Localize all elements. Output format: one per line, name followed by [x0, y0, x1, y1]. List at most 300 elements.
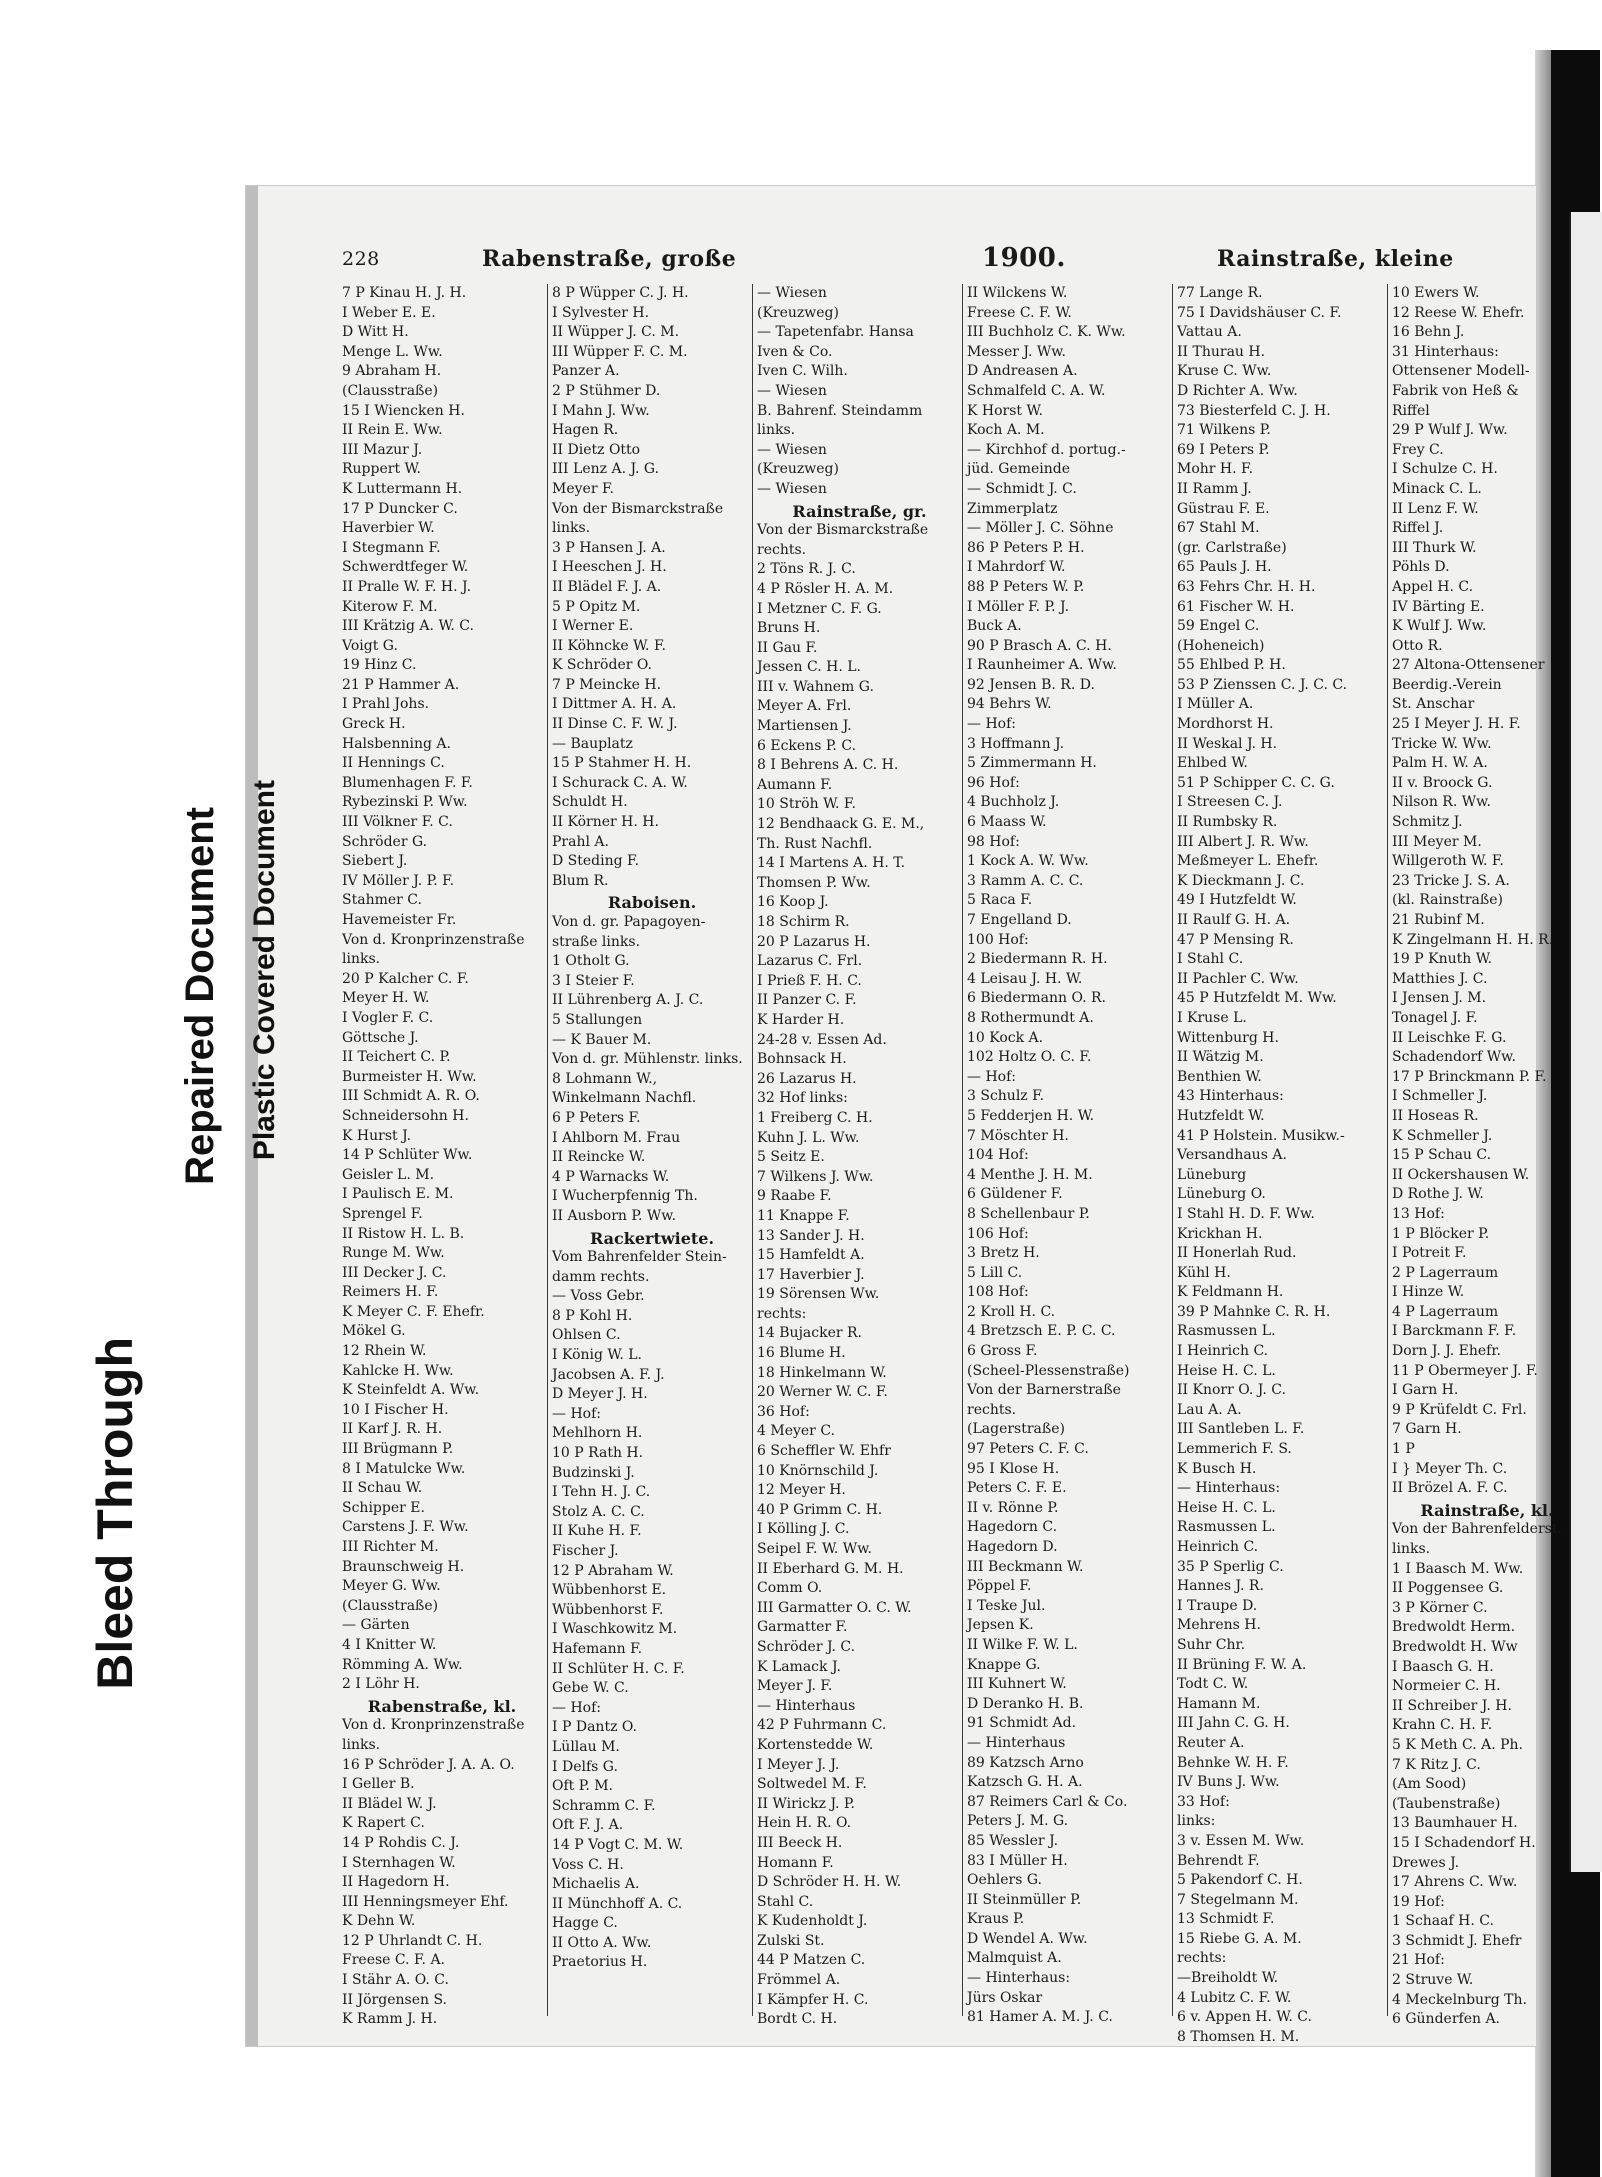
- right-street-title: Rainstraße, kleine: [1217, 246, 1454, 272]
- directory-entry: 3 Schmidt J. Ehefr: [1392, 1932, 1522, 1949]
- directory-entry: Kuhn J. L. Ww.: [757, 1129, 860, 1146]
- directory-entry: 6 Güldener F.: [967, 1186, 1063, 1203]
- directory-entry: 7 Garn H.: [1392, 1421, 1462, 1438]
- directory-entry: I Stegmann F.: [342, 539, 441, 556]
- directory-entry: 1 Schaaf H. C.: [1392, 1913, 1494, 1930]
- directory-entry: II Lührenberg A. J. C.: [552, 992, 704, 1009]
- directory-entry: II Weskal J. H.: [1177, 735, 1278, 752]
- directory-entry: Von der Barnerstraße: [967, 1382, 1121, 1399]
- directory-entry: II Schau W.: [342, 1480, 423, 1497]
- directory-entry: 5 Seitz E.: [757, 1149, 825, 1166]
- archive-labels: [80, 665, 280, 1705]
- directory-entry: K Kudenholdt J.: [757, 1913, 868, 1930]
- directory-entry: 2 Töns R. J. C.: [757, 561, 856, 578]
- directory-entry: rechts:: [1177, 1950, 1227, 1967]
- directory-entry: 5 Stallungen: [552, 1011, 643, 1028]
- directory-entry: Jepsen K.: [967, 1617, 1034, 1634]
- directory-entry: 6 Maass W.: [967, 814, 1047, 831]
- street-heading: Rackertwiete.: [589, 1228, 715, 1248]
- directory-entry: 7 Möschter H.: [967, 1127, 1069, 1144]
- directory-entry: Ehlbed W.: [1177, 755, 1248, 772]
- directory-entry: 18 Hinkelmann W.: [757, 1364, 887, 1381]
- directory-entry: Palm H. W. A.: [1392, 755, 1488, 772]
- directory-entry: III Albert J. R. Ww.: [1177, 833, 1309, 850]
- directory-entry: Dorn J. J. Ehefr.: [1392, 1343, 1501, 1360]
- directory-entry: 71 Wilkens P.: [1177, 422, 1271, 439]
- directory-entry: Gebe W. C.: [552, 1680, 629, 1697]
- directory-entry: Ottensener Modell-: [1392, 363, 1530, 380]
- directory-entry: 51 P Schipper C. C. G.: [1177, 774, 1335, 791]
- directory-entry: 100 Hof:: [967, 931, 1029, 948]
- directory-entry: 7 Stegelmann M.: [1177, 1891, 1299, 1908]
- directory-entry: II Hennings C.: [342, 755, 445, 772]
- directory-entry: 73 Biesterfeld C. J. H.: [1177, 402, 1331, 419]
- directory-entry: 47 P Mensing R.: [1177, 931, 1294, 948]
- directory-entry: — Hinterhaus: [967, 1734, 1066, 1751]
- directory-entry: 8 Schellenbaur P.: [967, 1205, 1090, 1222]
- directory-entry: 6 P Peters F.: [552, 1109, 641, 1126]
- directory-entry: Heinrich C.: [1177, 1539, 1259, 1555]
- directory-entry: — Hof:: [552, 1405, 601, 1422]
- directory-entry: rechts.: [757, 541, 807, 558]
- directory-entry: links.: [757, 422, 796, 439]
- directory-entry: K Ramm J. H.: [342, 2011, 438, 2028]
- directory-entry: I Jensen J. M.: [1392, 990, 1487, 1007]
- directory-entry: 75 I Davidshäuser C. F.: [1177, 304, 1342, 321]
- directory-entry: Halsbenning A.: [342, 735, 451, 752]
- directory-entry: Sprengel F.: [342, 1205, 423, 1222]
- directory-entry: 15 P Schau C.: [1392, 1147, 1492, 1164]
- directory-entry: Behrendt F.: [1177, 1852, 1260, 1869]
- directory-entry: 6 Biedermann O. R.: [967, 990, 1107, 1007]
- directory-entry: 83 I Müller H.: [967, 1852, 1068, 1869]
- directory-entry: I Metzner C. F. G.: [757, 600, 882, 617]
- directory-entry: II Münchhoff A. C.: [552, 1895, 683, 1912]
- directory-entry: Seipel F. W. Ww.: [757, 1541, 872, 1557]
- directory-entry: K Steinfeldt A. Ww.: [342, 1382, 480, 1399]
- directory-entry: I Müller A.: [1177, 696, 1254, 713]
- directory-entry: 9 Abraham H.: [342, 363, 442, 380]
- directory-entry: 12 Reese W. Ehefr.: [1392, 304, 1525, 321]
- directory-entry: Praetorius H.: [552, 1954, 648, 1971]
- directory-entry: Bredwoldt H. Ww: [1392, 1638, 1518, 1655]
- directory-entry: links.: [342, 1736, 381, 1753]
- directory-entry: III v. Wahnem G.: [757, 678, 874, 695]
- directory-entry: 13 Sander J. H.: [757, 1227, 865, 1244]
- directory-entry: K Horst W.: [967, 402, 1043, 419]
- directory-entry: II Wirickz J. P.: [757, 1795, 855, 1812]
- directory-entry: IV Bärting E.: [1392, 598, 1485, 615]
- directory-entry: Bruns H.: [757, 620, 821, 637]
- directory-entry: Meyer J. F.: [757, 1678, 833, 1695]
- directory-entry: 94 Behrs W.: [967, 696, 1052, 713]
- directory-entry: I Wucherpfennig Th.: [552, 1188, 698, 1205]
- directory-entry: — Hinterhaus:: [1177, 1480, 1281, 1497]
- directory-entry: I Meyer J. J.: [757, 1756, 840, 1773]
- directory-entry: 23 Tricke J. S. A.: [1392, 872, 1510, 889]
- repaired-document-text: Repaired Document: [177, 807, 222, 1185]
- directory-entry: 21 Hof:: [1392, 1952, 1445, 1969]
- directory-entry: II Reincke W.: [552, 1149, 646, 1166]
- directory-entry: Reuter A.: [1177, 1734, 1245, 1751]
- directory-entry: Runge M. Ww.: [342, 1245, 445, 1262]
- directory-entry: — Gärten: [342, 1617, 410, 1634]
- directory-entry: Panzer A.: [552, 363, 620, 380]
- directory-entry: D Steding F.: [552, 853, 640, 870]
- directory-entry: 10 Knörnschild J.: [757, 1462, 879, 1479]
- directory-entry: 1 Freiberg C. H.: [757, 1109, 873, 1126]
- repaired-document-label: [170, 665, 230, 1185]
- directory-entry: Kühl H.: [1177, 1264, 1231, 1281]
- directory-entry: 4 Bretzsch E. P. C. C.: [967, 1323, 1116, 1340]
- directory-entry: — Bauplatz: [552, 735, 633, 752]
- directory-entry: Minack C. L.: [1392, 480, 1482, 497]
- directory-entry: III Henningsmeyer Ehf.: [342, 1893, 509, 1910]
- directory-entry: 97 Peters C. F. C.: [967, 1441, 1089, 1458]
- directory-entry: Haverbier W.: [342, 520, 435, 537]
- directory-entry: 16 Behn J.: [1392, 324, 1465, 341]
- directory-entry: Schwerdtfeger W.: [342, 559, 469, 576]
- directory-entry: Normeier C. H.: [1392, 1678, 1501, 1695]
- plastic-covered-text: Plastic Covered Document: [248, 779, 281, 1160]
- directory-entry: 2 Kroll H. C.: [967, 1303, 1056, 1320]
- directory-entry: 67 Stahl M.: [1177, 520, 1260, 537]
- directory-entry: — Hof:: [967, 716, 1016, 733]
- directory-entry: Suhr Chr.: [1177, 1636, 1246, 1653]
- directory-entry: 3 P Hansen J. A.: [552, 539, 666, 556]
- directory-entry: II v. Rönne P.: [967, 1499, 1059, 1516]
- directory-entry: — Schmidt J. C.: [967, 480, 1077, 497]
- directory-entry: 13 Hof:: [1392, 1205, 1445, 1222]
- directory-entry: Meyer F.: [552, 480, 614, 497]
- directory-entry: I Traupe D.: [1177, 1597, 1258, 1614]
- directory-entry: Voigt G.: [342, 637, 398, 654]
- directory-entry: 2 Struve W.: [1392, 1972, 1474, 1989]
- directory-entry: Buck A.: [967, 618, 1022, 635]
- directory-entry: I Kruse L.: [1177, 1009, 1247, 1026]
- directory-entry: 69 I Peters P.: [1177, 441, 1270, 458]
- directory-entry: B. Bahrenf. Steindamm: [757, 402, 923, 419]
- directory-entry: Schröder J. C.: [757, 1638, 856, 1655]
- directory-entry: Schuldt H.: [552, 794, 628, 811]
- directory-entry: 89 Katzsch Arno: [967, 1754, 1084, 1771]
- directory-entry: III Buchholz C. K. Ww.: [967, 324, 1126, 341]
- directory-entry: 9 Raabe F.: [757, 1188, 832, 1205]
- directory-entry: 14 P Schlüter Ww.: [342, 1147, 473, 1164]
- directory-entry: 49 I Hutzfeldt W.: [1177, 892, 1297, 909]
- directory-entry: Martiensen J.: [757, 718, 852, 735]
- directory-entry: Tonagel J. F.: [1392, 1009, 1478, 1026]
- directory-entry: Ruppert W.: [342, 461, 421, 478]
- directory-entry: IV Buns J. Ww.: [1177, 1774, 1280, 1791]
- directory-entry: Braunschweig H.: [342, 1558, 465, 1575]
- directory-entry: 36 Hof:: [757, 1403, 810, 1420]
- directory-entry: 29 P Wulf J. Ww.: [1392, 422, 1508, 439]
- directory-entry: Meyer G. Ww.: [342, 1578, 441, 1595]
- directory-entry: III Beeck H.: [757, 1834, 843, 1851]
- directory-entry: K Hurst J.: [342, 1127, 412, 1144]
- directory-entry: 20 Werner W. C. F.: [757, 1384, 888, 1401]
- directory-entry: 1 I Baasch M. Ww.: [1392, 1560, 1524, 1577]
- directory-entry: 44 P Matzen C.: [757, 1952, 866, 1969]
- directory-entry: Frey C.: [1392, 441, 1444, 458]
- directory-column-4: [962, 284, 1172, 2026]
- directory-entry: I Prahl Johs.: [342, 696, 430, 713]
- directory-entry: 1 Kock A. W. Ww.: [967, 853, 1089, 870]
- directory-entry: Stolz A. C. C.: [552, 1503, 645, 1520]
- directory-entry: —Breiholdt W.: [1177, 1970, 1279, 1987]
- street-heading: Rabenstraße, kl.: [367, 1696, 517, 1716]
- directory-entry: 35 P Sperlig C.: [1177, 1558, 1284, 1575]
- directory-entry: — Voss Gebr.: [552, 1288, 645, 1305]
- directory-entry: 3 Schulz F.: [967, 1088, 1045, 1105]
- directory-entry: Iven & Co.: [757, 343, 833, 360]
- directory-entry: Matthies J. C.: [1392, 970, 1488, 987]
- directory-entry: Carstens J. F. Ww.: [342, 1519, 469, 1536]
- directory-column-3: [752, 284, 962, 2028]
- directory-entry: 85 Wessler J.: [967, 1832, 1059, 1849]
- directory-entry: II v. Broock G.: [1392, 774, 1493, 791]
- directory-entry: Koch A. M.: [967, 422, 1045, 439]
- directory-entry: K Schröder O.: [552, 657, 652, 674]
- directory-entry: 4 P Warnacks W.: [552, 1168, 670, 1185]
- directory-entry: Mordhorst H.: [1177, 716, 1274, 733]
- directory-entry: Römming A. Ww.: [342, 1656, 463, 1673]
- directory-entry: II Jörgensen S.: [342, 1991, 447, 2008]
- directory-entry: (Taubenstraße): [1392, 1795, 1501, 1812]
- directory-entry: 2 P Stühmer D.: [552, 382, 661, 399]
- directory-entry: rechts.: [967, 1401, 1017, 1418]
- directory-entry: III Wüpper F. C. M.: [552, 343, 688, 360]
- directory-entry: 63 Fehrs Chr. H. H.: [1177, 578, 1316, 595]
- directory-entry: 4 Menthe J. H. M.: [967, 1166, 1093, 1183]
- directory-entry: 4 P Rösler H. A. M.: [757, 580, 894, 597]
- directory-entry: (Kreuzweg): [757, 304, 839, 321]
- directory-entry: Riffel: [1392, 402, 1430, 419]
- directory-entry: 10 I Fischer H.: [342, 1401, 449, 1418]
- directory-entry: III Mazur J.: [342, 441, 423, 458]
- directory-entry: 81 Hamer A. M. J. C.: [967, 2009, 1113, 2026]
- directory-entry: links.: [1392, 1541, 1431, 1557]
- directory-entry: I } Meyer Th. C.: [1392, 1460, 1508, 1477]
- directory-entry: I Waschkowitz M.: [552, 1621, 678, 1638]
- directory-entry: Katzsch G. H. A.: [967, 1774, 1083, 1791]
- directory-entry: D Schröder H. H. W.: [757, 1874, 902, 1891]
- directory-entry: I König W. L.: [552, 1347, 642, 1364]
- directory-entry: Meßmeyer L. Ehefr.: [1177, 853, 1319, 870]
- directory-entry: Hamann M.: [1177, 1695, 1261, 1712]
- directory-entry: Von d. gr. Mühlenstr. links.: [552, 1051, 743, 1068]
- directory-entry: I Paulisch E. M.: [342, 1186, 454, 1203]
- directory-entry: 40 P Grimm C. H.: [757, 1501, 883, 1518]
- directory-entry: (Clausstraße): [342, 1597, 439, 1614]
- directory-entry: 15 I Wiencken H.: [342, 402, 465, 419]
- directory-entry: 12 P Uhrlandt C. H.: [342, 1932, 483, 1949]
- directory-entry: 15 Riebe G. A. M.: [1177, 1930, 1302, 1947]
- directory-column-5: [1172, 284, 1387, 2045]
- directory-entry: 15 P Stahmer H. H.: [552, 755, 692, 772]
- directory-entry: II Ramm J.: [1177, 480, 1252, 497]
- directory-entry: Von d. gr. Papagoyen-: [552, 914, 706, 930]
- directory-entry: 16 Koop J.: [757, 894, 829, 911]
- directory-entry: III Garmatter O. C. W.: [757, 1599, 912, 1616]
- directory-entry: II Pachler C. Ww.: [1177, 970, 1299, 987]
- directory-entry: II Ausborn P. Ww.: [552, 1207, 677, 1224]
- directory-entry: 8 I Behrens A. C. H.: [757, 757, 899, 774]
- directory-entry: 98 Hof:: [967, 833, 1020, 850]
- directory-entry: 17 Haverbier J.: [757, 1266, 865, 1283]
- directory-entry: II Brüning F. W. A.: [1177, 1656, 1307, 1673]
- directory-entry: — Wiesen: [757, 285, 827, 301]
- directory-entry: I Ahlborn M. Frau: [552, 1129, 681, 1146]
- directory-entry: 3 Bretz H.: [967, 1245, 1040, 1262]
- directory-entry: I Schulze C. H.: [1392, 461, 1498, 478]
- directory-entry: 7 P Meincke H.: [552, 676, 662, 693]
- directory-entry: II Ristow H. L. B.: [342, 1225, 465, 1242]
- directory-entry: Mökel G.: [342, 1323, 406, 1340]
- directory-entry: 19 Hof:: [1392, 1893, 1445, 1910]
- directory-entry: Nilson R. Ww.: [1392, 794, 1491, 811]
- directory-entry: links.: [552, 520, 591, 537]
- directory-entry: Frömmel A.: [757, 1972, 841, 1989]
- directory-entry: 8 Thomsen H. M.: [1177, 2028, 1300, 2045]
- directory-entry: (Scheel-Plessenstraße): [967, 1362, 1130, 1379]
- directory-entry: 10 Kock A.: [967, 1029, 1044, 1046]
- directory-entry: 9 P Krüfeldt C. Frl.: [1392, 1401, 1527, 1418]
- directory-entry: Heise H. C. L.: [1177, 1499, 1276, 1516]
- directory-entry: Schmalfeld C. A. W.: [967, 382, 1106, 399]
- directory-entry: (gr. Carlstraße): [1177, 539, 1287, 556]
- directory-entry: I Stahl C.: [1177, 951, 1244, 968]
- directory-entry: 5 P Opitz M.: [552, 598, 641, 615]
- directory-entry: I Sternhagen W.: [342, 1854, 456, 1871]
- page-number: 228: [342, 248, 380, 270]
- directory-entry: II Pralle W. F. H. J.: [342, 578, 472, 595]
- directory-entry: II Wätzig M.: [1177, 1049, 1264, 1066]
- directory-entry: 3 P Körner C.: [1392, 1599, 1488, 1616]
- directory-entry: Schneidersohn H.: [342, 1107, 469, 1124]
- directory-entry: IV Möller J. P. F.: [342, 872, 455, 889]
- directory-entry: 19 P Knuth W.: [1392, 951, 1493, 968]
- directory-entry: III Lenz A. J. G.: [552, 461, 660, 478]
- directory-page: [246, 186, 1562, 2046]
- directory-entry: Winkelmann Nachfl.: [552, 1090, 697, 1107]
- directory-entry: Drewes J.: [1392, 1854, 1460, 1871]
- directory-entry: 7 K Ritz J. C.: [1392, 1756, 1481, 1773]
- directory-entry: 55 Ehlbed P. H.: [1177, 657, 1286, 674]
- directory-entry: 4 I Knitter W.: [342, 1636, 437, 1653]
- directory-entry: straße links.: [552, 933, 641, 950]
- directory-column-2: [547, 284, 752, 2016]
- directory-entry: 8 Lohmann W.,: [552, 1070, 658, 1087]
- directory-entry: I Prieß F. H. C.: [757, 972, 862, 989]
- directory-entry: I Kämpfer H. C.: [757, 1991, 869, 2008]
- directory-entry: Fabrik von Heß &: [1392, 382, 1519, 399]
- directory-entry: 53 P Zienssen C. J. C. C.: [1177, 676, 1348, 693]
- directory-entry: 42 P Fuhrmann C.: [757, 1717, 887, 1734]
- directory-entry: 27 Altona-Ottensener: [1392, 657, 1545, 674]
- directory-entry: Lau A. A.: [1177, 1401, 1242, 1418]
- directory-entry: 5 Lill C.: [967, 1264, 1023, 1281]
- directory-entry: Krahn C. H. F.: [1392, 1717, 1493, 1734]
- directory-entry: Kruse C. Ww.: [1177, 363, 1272, 380]
- directory-entry: 26 Lazarus H.: [757, 1070, 857, 1087]
- directory-entry: 10 Ewers W.: [1392, 285, 1480, 301]
- directory-entry: Kortenstedde W.: [757, 1736, 874, 1753]
- directory-entry: II Raulf G. H. A.: [1177, 912, 1291, 928]
- directory-entry: 11 P Obermeyer J. F.: [1392, 1362, 1538, 1379]
- directory-entry: 25 I Meyer J. H. F.: [1392, 716, 1521, 733]
- directory-entry: I Potreit F.: [1392, 1245, 1467, 1262]
- directory-entry: I Schmeller J.: [1392, 1088, 1488, 1105]
- directory-entry: — K Bauer M.: [552, 1031, 652, 1048]
- directory-entry: Lüneburg O.: [1177, 1186, 1266, 1203]
- directory-entry: 13 Schmidt F.: [1177, 1911, 1275, 1928]
- directory-entry: I P Dantz O.: [552, 1719, 637, 1736]
- directory-entry: III Thurk W.: [1392, 539, 1477, 556]
- directory-entry: II Wüpper J. C. M.: [552, 324, 680, 341]
- directory-entry: Soltwedel M. F.: [757, 1776, 867, 1793]
- directory-entry: K Dieckmann J. C.: [1177, 872, 1305, 889]
- directory-entry: 104 Hof:: [967, 1147, 1029, 1164]
- directory-entry: K Schmeller J.: [1392, 1127, 1493, 1144]
- directory-entry: 21 Rubinf M.: [1392, 912, 1485, 928]
- directory-entry: — Wiesen: [757, 480, 827, 497]
- directory-entry: I Stahl H. D. F. Ww.: [1177, 1205, 1315, 1222]
- directory-entry: Rasmussen L.: [1177, 1323, 1276, 1340]
- directory-entry: Vattau A.: [1177, 324, 1242, 341]
- directory-entry: Burmeister H. Ww.: [342, 1068, 477, 1085]
- directory-entry: Von d. Kronprinzenstraße: [342, 1717, 525, 1734]
- directory-entry: Havemeister Fr.: [342, 912, 457, 928]
- directory-entry: 5 Fedderjen H. W.: [967, 1107, 1095, 1124]
- directory-entry: II Steinmüller P.: [967, 1891, 1082, 1908]
- directory-entry: I Streesen C. J.: [1177, 794, 1283, 811]
- directory-entry: Kahlcke H. Ww.: [342, 1362, 454, 1379]
- directory-column-1: [342, 284, 542, 2028]
- directory-entry: Michaelis A.: [552, 1876, 640, 1893]
- directory-entry: Lazarus C. Frl.: [757, 953, 863, 970]
- directory-entry: Hagge C.: [552, 1915, 618, 1932]
- directory-entry: 106 Hof:: [967, 1225, 1029, 1242]
- directory-entry: Jürs Oskar: [967, 1989, 1043, 2006]
- directory-entry: Messer J. Ww.: [967, 343, 1067, 360]
- directory-entry: I Mahrdorf W.: [967, 559, 1066, 576]
- directory-entry: III Santleben L. F.: [1177, 1421, 1305, 1438]
- plastic-covered-label: [245, 670, 285, 1160]
- directory-entry: Tricke W. Ww.: [1392, 735, 1492, 752]
- directory-entry: (Lagerstraße): [967, 1421, 1065, 1438]
- directory-entry: — Kirchhof d. portug.-: [967, 441, 1126, 458]
- directory-entry: III Jahn C. G. H.: [1177, 1715, 1290, 1732]
- directory-entry: Lemmerich F. S.: [1177, 1441, 1292, 1458]
- bleed-through-text: Bleed Through: [87, 1337, 143, 1690]
- directory-entry: Stahmer C.: [342, 892, 422, 909]
- directory-entry: 95 I Klose H.: [967, 1460, 1060, 1477]
- directory-entry: I Teske Jul.: [967, 1597, 1046, 1614]
- directory-entry: Voss C. H.: [552, 1856, 624, 1873]
- directory-entry: 14 P Vogt C. M. W.: [552, 1836, 684, 1853]
- left-street-title: Rabenstraße, große: [482, 246, 737, 272]
- directory-entry: links:: [1177, 1813, 1216, 1830]
- directory-entry: 32 Hof links:: [757, 1090, 848, 1107]
- directory-entry: 14 P Rohdis C. J.: [342, 1834, 460, 1851]
- directory-entry: 1 P: [1392, 1441, 1415, 1458]
- directory-entry: Menge L. Ww.: [342, 343, 443, 360]
- directory-entry: Peters J. M. G.: [967, 1813, 1069, 1830]
- directory-entry: 2 Biedermann R. H.: [967, 951, 1108, 968]
- directory-entry: Schramm C. F.: [552, 1797, 656, 1814]
